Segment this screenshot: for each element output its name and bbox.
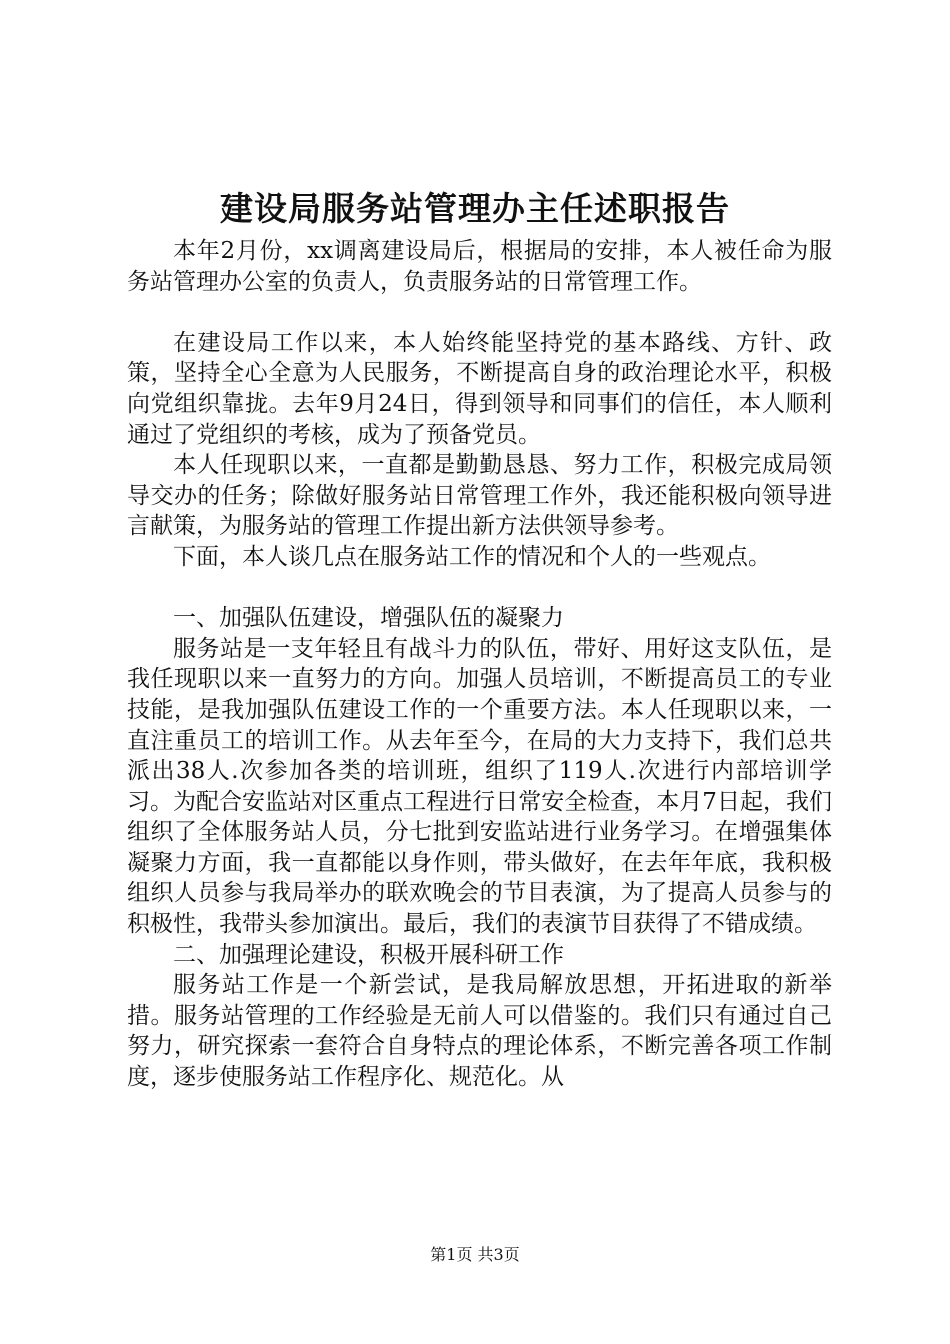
section-heading-2: 二、加强理论建设，积极开展科研工作 xyxy=(173,941,564,968)
document-body xyxy=(127,236,832,1093)
paragraph-team-building: 服务站是一支年轻且有战斗力的队伍，带好、用好这支队伍，是我任现职以来一直努力的方向。加强人员培训，不断提高员工的专业技能，是我加强队伍建设工作的一个重要方法。本人任现职以来，一直注重员工的培训工作。从去年至今，在局的大力支持下，我们总共派出38人.次参加各类的培训班，组织了119人.次进行内部培训学习。为配合安监站对区重点工程进行日常安全检查，本月7日起，我们组织了全体服务站人员，分七批到安监站进行业务学习。在增强集体凝聚力方面，我一直都能以身作则，带头做好，在去年年底，我积极组织人员参与我局举办的联欢晚会的节目表演，为了提高人员参与的积极性，我带头参加演出。最后，我们的表演节目获得了不错成绩。 xyxy=(127,635,832,938)
paragraph-gap xyxy=(127,573,832,604)
paragraph-work-attitude: 本人任现职以来，一直都是勤勤恳恳、努力工作，积极完成局领导交办的任务；除做好服务站日常管理工作外，我还能积极向领导进言献策，为服务站的管理工作提出新方法供领导参考。 xyxy=(127,452,832,540)
paragraph-theory-building: 服务站工作是一个新尝试，是我局解放思想，开拓进取的新举措。服务站管理的工作经验是无前人可以借鉴的。我们只有通过自己努力，研究探索一套符合自身特点的理论体系，不断完善各项工作制度，逐步使服务站工作程序化、规范化。从 xyxy=(127,972,832,1091)
paragraph-political: 在建设局工作以来，本人始终能坚持党的基本路线、方针、政策，坚持全心全意为人民服务，不断提高自身的政治理论水平，积极向党组织靠拢。去年9月24日，得到领导和同事们的信任，本人顺利通过了党组织的考核，成为了预备党员。 xyxy=(127,329,832,448)
section-heading-1: 一、加强队伍建设，增强队伍的凝聚力 xyxy=(173,605,564,632)
paragraph-gap xyxy=(127,297,832,328)
paragraph-intro: 本年2月份，xx调离建设局后，根据局的安排，本人被任命为服务站管理办公室的负责人，负责服务站的日常管理工作。 xyxy=(127,238,832,295)
document-title: 建设局服务站管理办主任述职报告 xyxy=(220,189,730,228)
paragraph-transition: 下面，本人谈几点在服务站工作的情况和个人的一些观点。 xyxy=(173,543,771,570)
page-footer: 第1页 共3页 xyxy=(430,1245,520,1264)
